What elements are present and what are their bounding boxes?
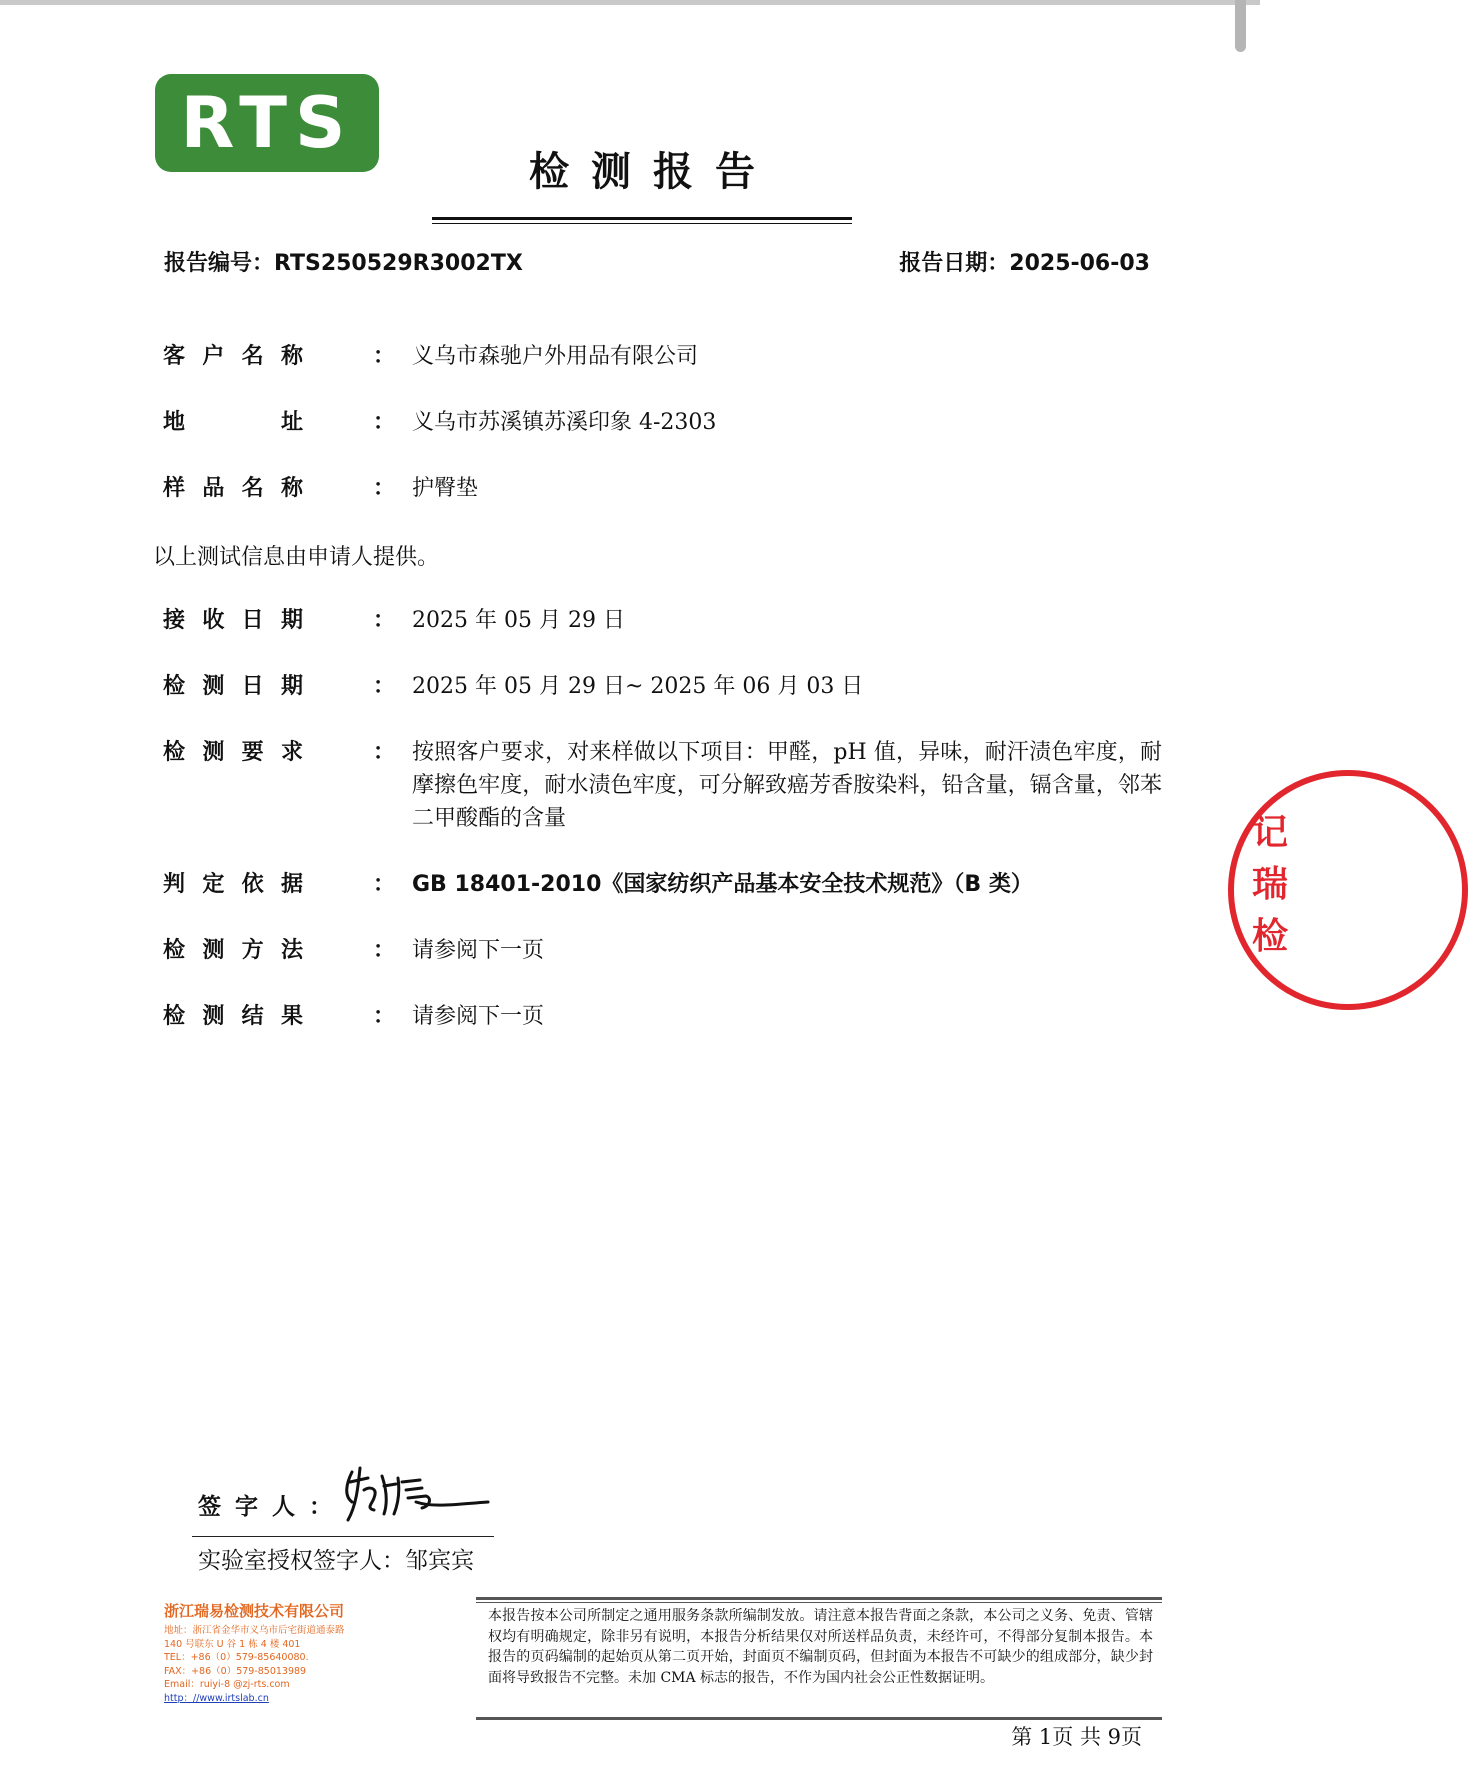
- field-label-char: 检: [163, 740, 186, 765]
- field-label-char: 称: [280, 344, 303, 369]
- report-date: [899, 246, 1150, 277]
- field-label-char: 测: [202, 1004, 225, 1029]
- title-underline-thin: [432, 223, 852, 224]
- field-label-char: 测: [202, 740, 225, 765]
- company-email[interactable]: Email：ruiyi-8 @zj-rts.com: [164, 1679, 290, 1690]
- stamp-char: 检: [1252, 915, 1289, 957]
- disclaimer-rule-top: [476, 1597, 1162, 1600]
- field-label-char: 址: [280, 410, 303, 435]
- field-label-char: 样: [163, 476, 186, 501]
- field-label-char: 果: [280, 1004, 303, 1029]
- stamp-char: 记: [1252, 811, 1289, 853]
- field-value: GB 18401-2010《国家纺织产品基本安全技术规范》（B 类）: [412, 872, 1033, 897]
- company-website-link[interactable]: http：//www.irtslab.cn: [164, 1692, 269, 1704]
- field-label-char: 名: [241, 476, 264, 501]
- logo-text: RTS: [180, 82, 354, 164]
- field-colon: ：: [373, 739, 396, 765]
- signer-label: 签字人：: [198, 1493, 346, 1520]
- stamp-chars: [1252, 806, 1288, 962]
- field-colon: ：: [373, 343, 396, 369]
- field-label: [163, 736, 303, 769]
- field-label-char: 结: [241, 1004, 264, 1029]
- field-label: [163, 472, 303, 505]
- company-info: [164, 1600, 454, 1705]
- info-note: 以上测试信息由申请人提供。: [153, 545, 440, 570]
- signature-rule: [192, 1536, 494, 1537]
- disclaimer-rule-top-thin: [476, 1602, 1162, 1603]
- field-label-char: 日: [241, 674, 264, 699]
- field-label: [163, 406, 303, 439]
- field-colon: ：: [373, 607, 396, 633]
- field-label: [163, 934, 303, 967]
- report-number-value: RTS250529R3002TX: [274, 251, 523, 276]
- report-title: 检测报告: [529, 149, 777, 195]
- report-date-value: 2025-06-03: [1009, 251, 1150, 276]
- field-label-char: 户: [202, 344, 225, 369]
- field-label-char: 求: [280, 740, 303, 765]
- field-value: 2025 年 05 月 29 日~ 2025 年 06 月 03 日: [412, 674, 864, 699]
- viewer-top-bar: [0, 0, 1260, 5]
- field-label-char: 日: [241, 608, 264, 633]
- company-fax: FAX：+86（0）579-85013989: [164, 1665, 307, 1677]
- field-label: [163, 868, 303, 901]
- rts-logo: [155, 74, 379, 172]
- scrollbar-thumb[interactable]: [1235, 0, 1246, 52]
- title-underline-thick: [432, 217, 852, 220]
- field-label: [163, 340, 303, 373]
- field-label-char: 据: [280, 872, 303, 897]
- authorized-signer: 实验室授权签字人：邹宾宾: [198, 1548, 474, 1574]
- field-label-char: 地: [163, 410, 186, 435]
- handwritten-signature: [338, 1458, 498, 1528]
- field-value: 按照客户要求，对来样做以下项目：甲醛，pH 值，异味，耐汗渍色牢度，耐摩擦色牢度，耐水渍色牢度，可分解致癌芳香胺染料，铅含量，镉含量，邻苯二甲酸酯的含量: [412, 740, 1162, 831]
- field-label-char: 期: [280, 608, 303, 633]
- field-label: [163, 1000, 303, 1033]
- field-label-char: 名: [241, 344, 264, 369]
- field-value: 义乌市森驰户外用品有限公司: [412, 344, 699, 369]
- field-label-char: 测: [202, 938, 225, 963]
- field-label-char: 测: [202, 674, 225, 699]
- report-date-label: 报告日期：: [899, 251, 1010, 276]
- field-label-char: 称: [280, 476, 303, 501]
- field-label-char: 检: [163, 1004, 186, 1029]
- field-label-char: 定: [202, 872, 225, 897]
- field-label-char: 收: [202, 608, 225, 633]
- company-address: 地址：浙江省金华市义乌市后宅街道通泰路: [164, 1625, 345, 1636]
- field-value: 请参阅下一页: [412, 1004, 545, 1029]
- report-title-block: [432, 140, 852, 224]
- field-colon: ：: [373, 409, 396, 435]
- field-colon: ：: [373, 1003, 396, 1029]
- stamp-char: 瑞: [1252, 863, 1289, 905]
- field-value: 请参阅下一页: [412, 938, 545, 963]
- field-label-char: 要: [241, 740, 264, 765]
- page-number: 第 1页 共 9页: [1011, 1725, 1142, 1749]
- report-number-label: 报告编号：: [164, 251, 275, 276]
- field-label-char: 依: [241, 872, 264, 897]
- field-colon: ：: [373, 871, 396, 897]
- field-value: 2025 年 05 月 29 日: [412, 608, 625, 633]
- disclaimer-rule-bottom: [476, 1717, 1162, 1720]
- field-colon: ：: [373, 937, 396, 963]
- field-label-char: 判: [163, 872, 186, 897]
- field-label-char: 方: [241, 938, 264, 963]
- company-address-2: 140 号联东 U 谷 1 栋 4 楼 401: [164, 1638, 301, 1650]
- disclaimer-text: 本报告按本公司所制定之通用服务条款所编制发放。请注意本报告背面之条款，本公司之义务、免责、管辖权均有明确规定，除非另有说明，本报告分析结果仅对所送样品负责，未经许可，不得部分复制本报告。本报告的页码编制的起始页从第二页开始，封面页不编制页码，但封面为本报告不可缺少的组成部分，缺少封面将导致报告不完整。未加 CMA 标志的报告，不作为国内社会公正性数据证明。: [488, 1608, 1153, 1686]
- report-number: [164, 246, 523, 277]
- field-colon: ：: [373, 673, 396, 699]
- field-label-char: 期: [280, 674, 303, 699]
- field-label-char: 接: [163, 608, 186, 633]
- company-tel: TEL：+86（0）579-85640080.: [164, 1652, 309, 1663]
- field-label-char: 品: [202, 476, 225, 501]
- field-label: [163, 670, 303, 703]
- field-label: [163, 604, 303, 637]
- field-label-char: 法: [280, 938, 303, 963]
- field-value: 护臀垫: [412, 476, 479, 501]
- field-label-char: 检: [163, 938, 186, 963]
- field-colon: ：: [373, 475, 396, 501]
- field-value: 义乌市苏溪镇苏溪印象 4-2303: [412, 410, 717, 435]
- field-label-char: 客: [163, 344, 186, 369]
- company-seal-stamp: [1228, 770, 1468, 1010]
- company-name: 浙江瑞易检测技术有限公司: [164, 1602, 345, 1620]
- field-label-char: 检: [163, 674, 186, 699]
